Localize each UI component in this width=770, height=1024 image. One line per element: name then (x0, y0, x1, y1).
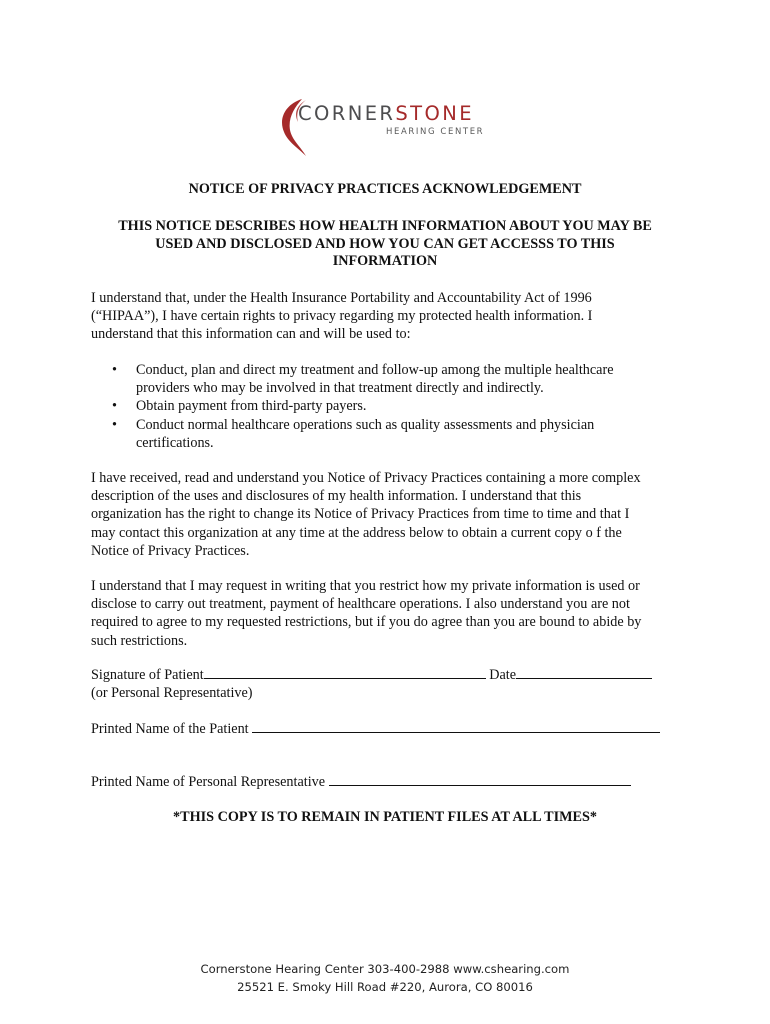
printed-patient-label: Printed Name of the Patient (91, 721, 249, 737)
footer-address: 25521 E. Smoky Hill Road #220, Aurora, CO 80016 (237, 980, 533, 994)
signature-field[interactable] (204, 666, 486, 679)
representative-note: (or Personal Representative) (91, 685, 253, 701)
restrictions-paragraph: I understand that I may request in writing that you restrict how my private information is used or disclose to carry out treatment, payment of healthcare operations. I also understand you are not required to agree to my requested restrictions, but if you do agree than you are bound to abide by such restrictions. (91, 578, 642, 649)
printed-patient-field[interactable] (252, 720, 660, 733)
list-item: • Obtain payment from third-party payers. (112, 398, 367, 415)
footer-contact: Cornerstone Hearing Center 303-400-2988 www.cshearing.com (200, 962, 570, 976)
logo-subtitle: HEARING CENTER (386, 127, 485, 137)
date-field[interactable] (516, 666, 652, 679)
intro-paragraph: I understand that, under the Health Insurance Portability and Accountability Act of 1996 (“HIPAA”), I have certain rights to privacy regarding my protected health information. I understand that this information can and will be used to: (91, 290, 593, 343)
logo-wordmark: CORNERSTONE (298, 102, 474, 125)
bullet-icon: • (112, 362, 117, 378)
list-item: • Conduct, plan and direct my treatment and follow-up among the multiple healthcare providers who may be involved in that treatment directly and indirectly. (112, 362, 614, 397)
signature-row (91, 666, 652, 684)
company-logo (276, 96, 496, 160)
receipt-paragraph: I have received, read and understand you Notice of Privacy Practices containing a more complex description of the uses and disclosures of my health information. I understand that this organization has the right to change its Notice of Privacy Practices from time to time and that I may contact this organization at any time at the address below to obtain a current copy o f the Notice of Privacy Practices. (91, 470, 641, 559)
list-item: • Conduct normal healthcare operations such as quality assessments and physician certifications. (112, 416, 595, 451)
printed-rep-row (91, 773, 631, 791)
document-title: NOTICE OF PRIVACY PRACTICES ACKNOWLEDGEMENT (188, 181, 582, 197)
usage-list (112, 361, 614, 452)
signature-label: Signature of Patient (91, 667, 204, 683)
document-subtitle: THIS NOTICE DESCRIBES HOW HEALTH INFORMATION ABOUT YOU MAY BE USED AND DISCLOSED AND HOW YOU CAN GET ACCESSS TO THIS INFORMATION (118, 218, 652, 269)
retention-notice: *THIS COPY IS TO REMAIN IN PATIENT FILES AT ALL TIMES* (173, 809, 597, 825)
printed-rep-field[interactable] (329, 773, 631, 786)
printed-patient-row (91, 720, 660, 738)
date-label: Date (489, 667, 517, 683)
bullet-icon: • (112, 416, 117, 433)
printed-rep-label: Printed Name of Personal Representative (91, 774, 326, 790)
bullet-icon: • (112, 398, 117, 415)
